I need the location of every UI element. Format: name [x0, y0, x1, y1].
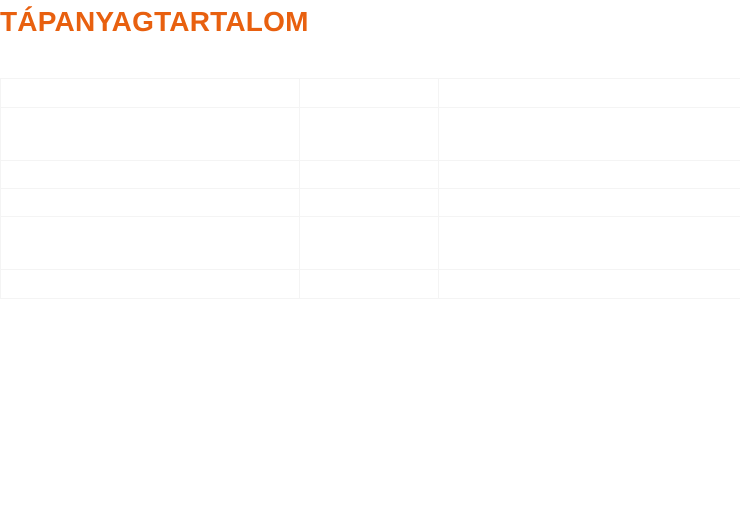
nutrient-name-cell	[1, 189, 300, 217]
table-row	[1, 108, 740, 161]
nutrient-amount-cell	[300, 189, 439, 217]
nutrient-name-cell	[1, 270, 300, 299]
nutrient-name-cell	[1, 161, 300, 189]
nutrient-amount-cell	[300, 270, 439, 299]
nutrient-amount-cell	[300, 108, 439, 161]
nutrient-rdi-cell	[439, 217, 740, 270]
nutrient-rdi-cell	[439, 270, 740, 299]
nutrient-amount-cell	[300, 79, 439, 108]
table-row	[1, 217, 740, 270]
nutrient-name-cell	[1, 217, 300, 270]
nutrient-name-cell	[1, 79, 300, 108]
nutrient-amount-cell	[300, 161, 439, 189]
table-row	[1, 161, 740, 189]
nutrition-table	[0, 78, 740, 299]
nutrient-rdi-cell	[439, 161, 740, 189]
table-row	[1, 79, 740, 108]
table-row	[1, 270, 740, 299]
nutrient-amount-cell	[300, 217, 439, 270]
nutrient-rdi-cell	[439, 108, 740, 161]
nutrient-name-cell	[1, 108, 300, 161]
table-row	[1, 189, 740, 217]
section-title: TÁPANYAGTARTALOM	[0, 6, 309, 37]
nutrient-rdi-cell	[439, 79, 740, 108]
nutrient-rdi-cell	[439, 189, 740, 217]
